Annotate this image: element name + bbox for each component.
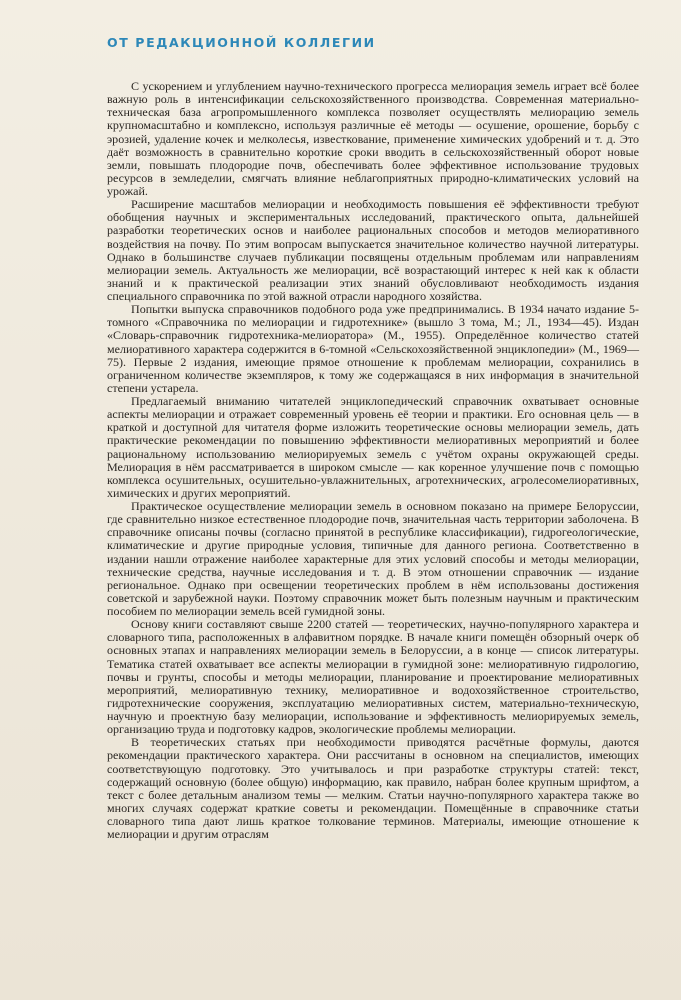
paragraph: С ускорением и углублением научно-технического прогресса мелиорация земель играет всё более важную роль в интенсификации сельскохозяйственного производства. Современная материально-техническая база агропромышленного комплекса позволяет осуществлять мелиорацию земель крупномасштабно и комплексно, используя различные её методы — осушение, орошение, борьбу с эрозией, удаление кочек и мелколесья, известкование, применение химических удобрений и т. д. Это даёт возможность в сравнительно короткие сроки вводить в сельскохозяйственный оборот новые земли, повышать плодородие почв, обеспечивать более эффективное использование трудовых ресурсов в земледелии, смягчать влияние неблагоприятных природно-климатических условий на урожай. bbox=[107, 79, 639, 198]
paragraph: Предлагаемый вниманию читателей энциклопедический справочник охватывает основные аспекты мелиорации и отражает современный уровень её теории и практики. Его основная цель — в краткой и доступной для читателя форме изложить теоретические основы мелиорации земель, дать практические рекомендации по повышению эффективности мелиоративных мероприятий и более рациональному использованию мелиорируемых земель с учётом охраны окружающей среды. Мелиорация в нём рассматривается в широком смысле — как коренное улучшение почв с помощью комплекса осушительных, осушительно-увлажнительных, агротехнических, агролесомелиоративных, химических и других мероприятий. bbox=[107, 394, 639, 500]
page-title: ОТ РЕДАКЦИОННОЙ КОЛЛЕГИИ bbox=[107, 35, 376, 50]
paragraph: Попытки выпуска справочников подобного рода уже предпринимались. В 1934 начато издание 5-томного «Справочника по мелиорации и гидротехнике» (вышло 3 тома, М.; Л., 1934—45). Издан «Словарь-справочник гидротехника-мелиоратора» (М., 1955). Определённое количество статей мелиоративного характера содержится в 6-томной «Сельскохозяйственной энциклопедии» (М., 1969—75). Первые 2 издания, имеющие прямое отношение к проблемам мелиорации, сохранились в ограниченном количестве экземпляров, к тому же содержащаяся в них информация в значительной степени устарела. bbox=[107, 302, 639, 395]
paragraph: Расширение масштабов мелиорации и необходимость повышения её эффективности требуют обобщения научных и экспериментальных исследований, практического опыта, дальнейшей разработки теоретических основ и наиболее рациональных способов и методов мелиоративного воздействия на почву. По этим вопросам выпускается значительное количество научной литературы. Однако в большинстве случаев публикации посвящены отдельным проблемам или направлениям мелиорации земель. Актуальность же мелиорации, всё возрастающий интерес к ней как к области знаний и к практической реализации этих знаний обусловливают необходимость издания специального справочника по этой важной отрасли народного хозяйства. bbox=[107, 197, 639, 303]
paragraph: Практическое осуществление мелиорации земель в основном показано на примере Белоруссии, где сравнительно низкое естественное плодородие почв, значительная часть территории заболочена. В справочнике описаны почвы (согласно принятой в республике классификации), гидрогеологические, климатические и другие природные условия, типичные для данного региона. Соответственно в издании нашли отражение наиболее характерные для этих условий способы и методы мелиорации, технические средства, научные исследования и т. д. В этом отношении справочник — издание региональное. Однако при освещении теоретических проблем в нём использованы достижения советской и зарубежной науки. Поэтому справочник может быть полезным научным и практическим пособием по мелиорации земель всей гумидной зоны. bbox=[107, 499, 639, 618]
paragraph: Основу книги составляют свыше 2200 статей — теоретических, научно-популярного характера и словарного типа, расположенных в алфавитном порядке. В начале книги помещён обзорный очерк об основных этапах и направлениях мелиорации земель в Белоруссии, а в конце — список литературы. Тематика статей охватывает все аспекты мелиорации в гумидной зоне: мелиоративную гидрологию, почвы и грунты, способы и методы мелиорации, планирование и проектирование мелиоративных мероприятий, мелиоративную технику, мелиоративное и водохозяйственное строительство, гидротехнические сооружения, эксплуатацию мелиоративных систем, материально-техническую, научную и проектную базу мелиорации, использование и эффективность мелиорируемых земель, организацию труда и подготовку кадров, экологические проблемы мелиорации. bbox=[107, 617, 639, 737]
paragraph: В теоретических статьях при необходимости приводятся расчётные формулы, даются рекомендации практического характера. Они рассчитаны в основном на специалистов, имеющих соответствующую подготовку. Это учитывалось и при разработке структуры статей: текст, содержащий основную (более общую) информацию, как правило, набран более крупным шрифтом, а текст с более детальным анализом темы — мелким. Статьи научно-популярного характера также во многих случаях содержат краткие советы и рекомендации. Помещённые в справочнике статьи словарного типа дают лишь краткое толкование терминов. Материалы, имеющие отношение к мелиорации и другим отраслям bbox=[107, 735, 639, 842]
body-text bbox=[107, 80, 639, 841]
